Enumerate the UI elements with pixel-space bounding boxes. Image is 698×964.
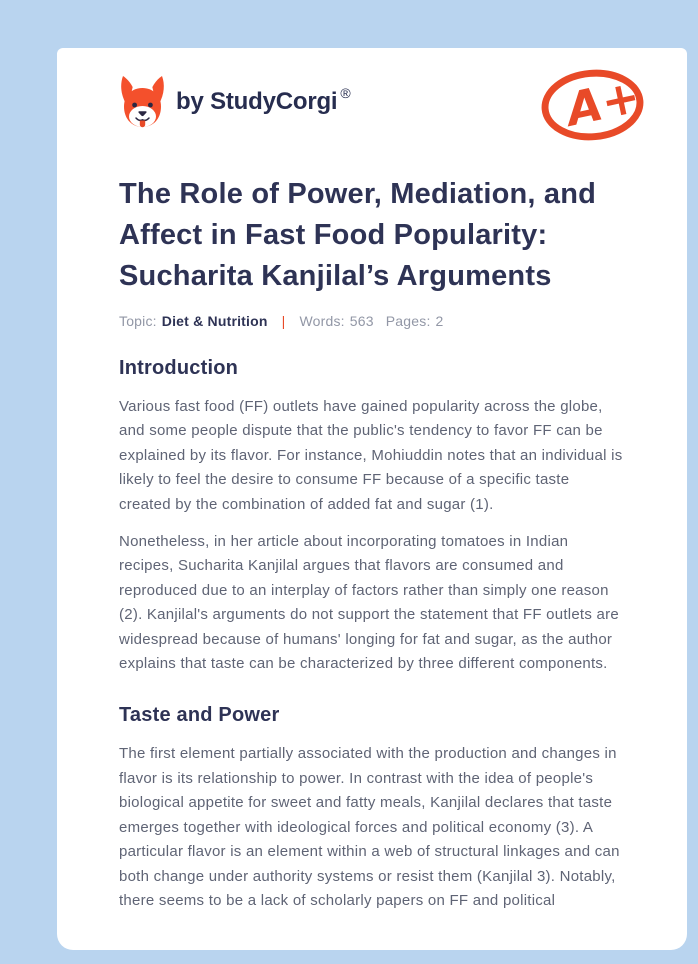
pages-label: Pages: [385,313,431,329]
words-count: 563 [349,313,374,329]
paragraph: The first element partially associated with the production and changes in flavor is its relationship to power. In contrast with the idea of people's biological appetite for sweet and fatty meals, Kanjilal declares that taste emerges together with ideological forces and political economy (3). A particular flavor is an element within a web of structural linkages and can both change under authority systems or resist them (Kanjilal 3). Notably, there seems to be a lack of scholarly papers on FF and political [119,745,620,909]
document-card [57,48,687,950]
words-label: Words: [299,313,345,329]
registered-mark: ® [340,84,351,101]
section-heading-introduction: Introduction [119,357,239,379]
topic-label: Topic: [119,313,157,329]
brand-name: by StudyCorgi [176,87,338,115]
title-line: Sucharita Kanjilal’s Arguments [119,260,552,292]
badge-grade-text: A+ [561,69,645,137]
paragraph: Nonetheless, in her article about incorporating tomatoes in Indian recipes, Sucharita Kanjilal argues that flavors are consumed and reproduced due to an interplay of factors rather than simply one reason (2). Kanjilal's arguments do not support the statement that FF outlets are widespread because of humans' longing for fat and sugar, as the author explains that taste can be characterized by three different components. [119,533,619,673]
topic-value: Diet & Nutrition [161,313,268,329]
studycorgi-brand[interactable] [119,75,351,128]
title-line: Affect in Fast Food Popularity: [119,219,548,251]
paragraph: Various fast food (FF) outlets have gained popularity across the globe, and some people dispute that the public's tendency to favor FF can be explained by its flavor. For instance, Mohiuddin notes that an individual is likely to feel the desire to consume FF because of a specific taste created by the combination of added fat and sugar (1). [119,398,623,513]
header [119,64,645,146]
article-meta [119,313,625,329]
title-line: The Role of Power, Mediation, and [119,178,597,210]
meta-separator: | [281,313,286,329]
page-title [119,174,625,297]
studycorgi-logo-icon [119,75,166,128]
pages-count: 2 [435,313,444,329]
section-heading-taste-and-power: Taste and Power [119,704,280,727]
a-plus-badge-icon [538,64,647,146]
